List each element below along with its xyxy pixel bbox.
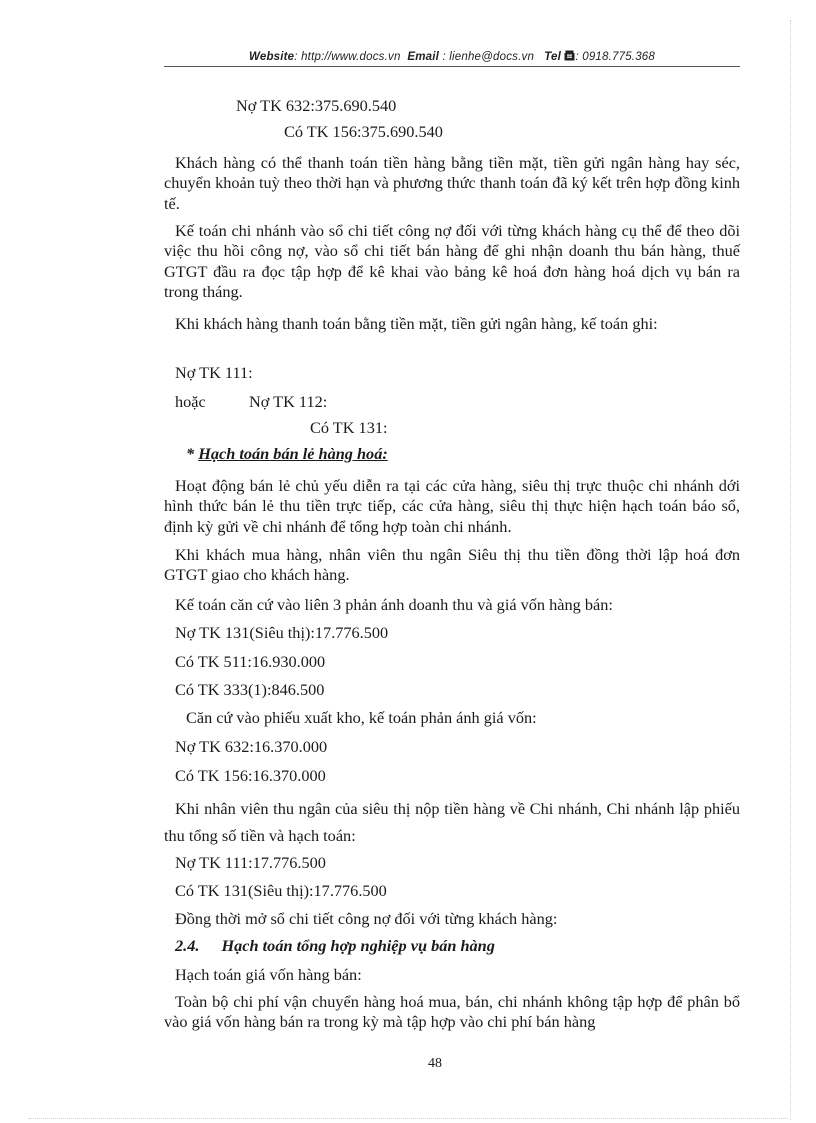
page-bottom-guide: [28, 1118, 788, 1119]
line-open-ledger: Đồng thời mở sổ chi tiết công nợ đối với từng khách hàng:: [175, 909, 558, 928]
paragraph-payment-methods: Khách hàng có thể thanh toán tiền hàng bằng tiền mặt, tiền gửi ngân hàng hay séc, chuyển khoản tuỳ theo thời hạn và phương thức thanh toán đã ký kết trên hợp đồng kinh tế.: [164, 153, 740, 213]
line-revenue-basis: Kế toán căn cứ vào liên 3 phản ánh doanh thu và giá vốn hàng bán:: [175, 595, 613, 614]
phone-icon: [564, 50, 575, 64]
paragraph-customer-payment: Khi khách hàng thanh toán bằng tiền mặt, tiền gửi ngân hàng, kế toán ghi:: [175, 314, 658, 333]
line-cost-of-goods: Hạch toán giá vốn hàng bán:: [175, 965, 362, 984]
page-number: 48: [428, 1056, 442, 1071]
entry-debit-112: Nợ TK 112:: [249, 392, 328, 411]
entry-credit-156-small: Có TK 156:16.370.000: [175, 766, 326, 785]
entry-debit-111: Nợ TK 111:: [175, 363, 253, 382]
entry-credit-511: Có TK 511:16.930.000: [175, 652, 326, 671]
entry-debit-632: Nợ TK 632:375.690.540: [236, 96, 397, 115]
line-cost-basis: Căn cứ vào phiếu xuất kho, kế toán phản ánh giá vốn:: [186, 708, 537, 727]
heading-number: 2.4.: [175, 936, 200, 955]
heading-bullet: *: [186, 444, 195, 463]
website-label: Website: [249, 51, 295, 63]
entry-credit-131: Có TK 131:: [310, 418, 388, 437]
email-value[interactable]: : lienhe@docs.vn: [442, 51, 535, 63]
tel-label: Tel: [544, 51, 562, 63]
paragraph-cashier-invoice: Khi khách mua hàng, nhân viên thu ngân Siêu thị thu tiền đồng thời lập hoá đơn GTGT giao cho khách hàng.: [164, 545, 740, 585]
paragraph-retail-activity: Hoạt động bán lẻ chủ yếu diễn ra tại các cửa hàng, siêu thị trực thuộc chi nhánh dới hình thức bán lẻ thu tiền trực tiếp, các cửa hàng, siêu thị thực hiện hạch toán báo sổ, định kỳ gửi về chi nhánh để tổng hợp toàn chi nhánh.: [164, 476, 740, 536]
entry-debit-632-small: Nợ TK 632:16.370.000: [175, 737, 328, 756]
paragraph-transport-costs: Toàn bộ chi phí vận chuyển hàng hoá mua, bán, chi nhánh không tập hợp để phân bổ vào giá vốn hàng bán ra trong kỳ mà tập hợp vào chi phí bán hàng: [164, 992, 740, 1032]
page-header: [164, 50, 740, 64]
website-value[interactable]: : http://www.docs.vn: [294, 51, 401, 63]
entry-debit-131-supermarket: Nợ TK 131(Siêu thị):17.776.500: [175, 623, 389, 642]
page-right-guide: [790, 20, 791, 1120]
heading-title: Hạch toán tổng hợp nghiệp vụ bán hàng: [221, 936, 495, 955]
email-label: Email: [407, 51, 440, 63]
paragraph-branch-accounting: Kế toán chi nhánh vào sổ chi tiết công nợ đối với từng khách hàng cụ thể để theo dõi việc thu hồi công nợ, vào sổ chi tiết bán hàng để ghi nhận doanh thu bán hàng, thuế GTGT đầu ra đọc tập hợp để kê khai vào bảng kê hoá đơn hàng hoá dịch vụ bán ra trong tháng.: [164, 221, 740, 302]
entry-debit-111-amount: Nợ TK 111:17.776.500: [175, 853, 326, 872]
section-heading-2-4: [175, 936, 495, 956]
entry-credit-156: Có TK 156:375.690.540: [284, 122, 443, 141]
header-divider: [164, 66, 740, 67]
heading-retail-title: Hạch toán bán lẻ hàng hoá:: [198, 444, 388, 463]
entry-credit-131-supermarket: Có TK 131(Siêu thị):17.776.500: [175, 881, 387, 900]
tel-value: : 0918.775.368: [575, 51, 655, 63]
entry-credit-3331: Có TK 333(1):846.500: [175, 680, 325, 699]
entry-or-label: hoặc: [175, 392, 206, 411]
section-heading-retail: [186, 444, 388, 464]
paragraph-cashier-deposit: Khi nhân viên thu ngân của siêu thị nộp tiền hàng về Chi nhánh, Chi nhánh lập phiếu thu tổng số tiền và hạch toán:: [164, 799, 740, 845]
